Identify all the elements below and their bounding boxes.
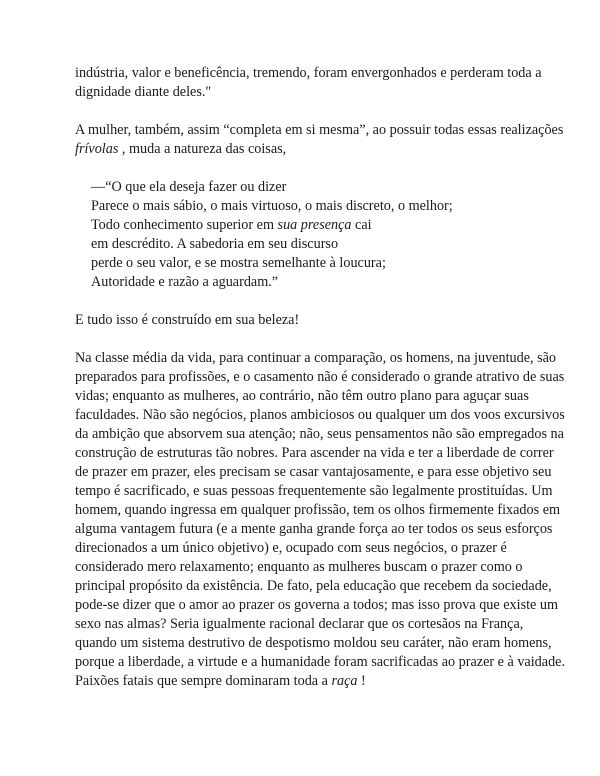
paragraph-beauty — [75, 311, 565, 330]
poem-line: Parece o mais sábio, o mais virtuoso, o mais discreto, o melhor; — [91, 198, 453, 214]
paragraph-text: E tudo isso é construído em sua beleza! — [75, 312, 300, 328]
poem-line: —“O que ela deseja fazer ou dizer — [91, 179, 287, 195]
poem-line: perde o seu valor, e se mostra semelhante à loucura; — [91, 255, 386, 271]
paragraph-text: ! — [357, 673, 366, 689]
paragraph-text: Na classe média da vida, para continuar a comparação, os homens, na juventude, são preparados para profissões, e o casamento não é considerado o grande atrativo de suas vidas; enquanto as mulheres, ao contrário, não têm outro plano para aguçar suas faculdades. Não são negócios, planos ambiciosos ou qualquer um dos voos excursivos da ambição que absorvem sua atenção; não, seus pensamentos não são empregados na construção de estruturas tão nobres. Para ascender na vida e ter a liberdade de correr de prazer em prazer, eles precisam se casar vantajosamente, e para esse objetivo seu tempo é sacrificado, e suas pessoas frequentemente são legalmente prostituídas. Um homem, quando ingressa em qualquer profissão, tem os olhos firmemente fixados em alguma vantagem futura (e a mente ganha grande força ao ter todos os seus esforços direcionados a um único objetivo) e, ocupado com seus negócios, o prazer é considerado mero relaxamento; enquanto as mulheres buscam o prazer como o principal propósito da existência. De fato, pela educação que recebem da sociedade, pode-se dizer que o amor ao prazer os governa a todos; mas isso prova que existe um sexo nas almas? Seria igualmente racional declarar que os cortesãos na França, quando um sistema destrutivo de despotismo moldou seu caráter, não eram homens, porque a liberdade, a virtude e a humanidade foram sacrificadas ao prazer e à vaidade. Paixões fatais que sempre dominaram toda a — [75, 350, 566, 689]
poem-line — [91, 216, 565, 235]
poem-text: Todo conhecimento superior em — [91, 217, 278, 233]
poem-line: Autoridade e razão a aguardam.” — [91, 274, 279, 290]
poem-text: cai — [351, 217, 372, 233]
poem-line: em descrédito. A sabedoria em seu discurso — [91, 236, 339, 252]
paragraph-text: , muda a natureza das coisas, — [118, 141, 287, 157]
paragraph-text: indústria, valor e beneficência, tremendo, foram envergonhados e perderam toda a dignidade diante deles." — [75, 65, 542, 100]
paragraph-middle-class — [75, 349, 565, 691]
italic-phrase: sua presença — [277, 217, 352, 233]
paragraph-text: A mulher, também, assim “completa em si mesma”, ao possuir todas essas realizações — [75, 122, 564, 138]
italic-word: raça — [331, 673, 358, 689]
paragraph-woman-complete — [75, 121, 565, 159]
paragraph-continuation — [75, 64, 565, 102]
italic-word: frívolas — [75, 141, 119, 157]
document-page — [75, 64, 565, 710]
poem-quote — [91, 178, 565, 292]
